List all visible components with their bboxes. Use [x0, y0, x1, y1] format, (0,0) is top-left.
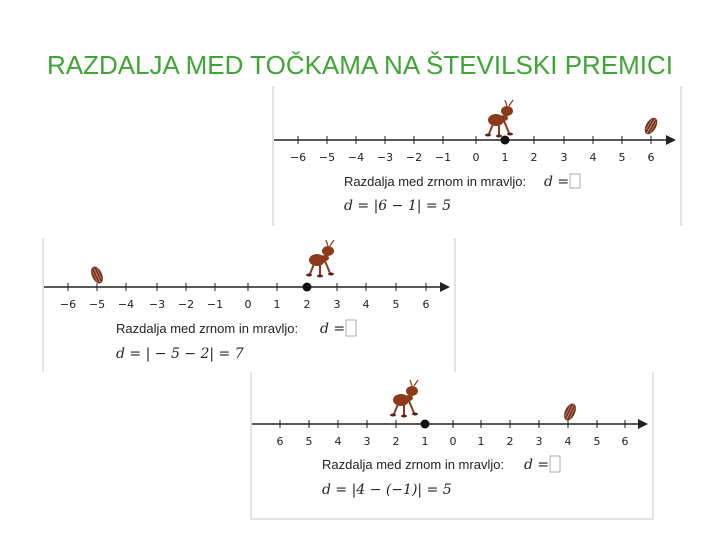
tick-label: 5	[593, 435, 601, 448]
tick-label: −1	[434, 151, 452, 164]
tick-label: 5	[618, 151, 626, 164]
distance-label: Razdalja med zrnom in mravljo:	[322, 457, 505, 472]
tick-label: −4	[117, 298, 135, 311]
tick-label: 6	[422, 298, 430, 311]
tick-label: 3	[333, 298, 341, 311]
ant-icon	[485, 100, 513, 138]
tick-label: 2	[506, 435, 514, 448]
number-line-panel-1	[272, 86, 682, 226]
tick-label: 2	[392, 435, 400, 448]
number-line-2	[44, 238, 454, 372]
distance-formula: d = | − 5 − 2| = 7	[116, 346, 244, 362]
distance-formula: d = |6 − 1| = 5	[344, 198, 452, 214]
seed-icon	[89, 265, 106, 286]
tick-label: −4	[347, 151, 365, 164]
axis-arrow	[440, 282, 450, 292]
axis-arrow	[666, 135, 676, 145]
tick-label: −1	[206, 298, 224, 311]
ant-icon	[306, 240, 334, 278]
seed-icon	[642, 116, 660, 137]
tick-label: 6	[647, 151, 655, 164]
ant-position-dot	[501, 136, 510, 145]
tick-label: 5	[392, 298, 400, 311]
tick-label: 1	[421, 435, 429, 448]
tick-label: 4	[564, 435, 572, 448]
tick-label: 1	[477, 435, 485, 448]
tick-label: 0	[244, 298, 252, 311]
d-label: d =	[524, 457, 550, 473]
tick-label: 4	[334, 435, 342, 448]
number-line-3	[252, 372, 652, 518]
tick-label: 1	[501, 151, 509, 164]
tick-label: 0	[472, 151, 480, 164]
tick-label: 5	[305, 435, 313, 448]
tick-label: 4	[589, 151, 597, 164]
distance-formula: d = |4 − (−1)| = 5	[322, 482, 452, 498]
answer-box[interactable]	[346, 320, 356, 336]
ant-position-dot	[421, 420, 430, 429]
tick-label: −3	[148, 298, 166, 311]
tick-label: 2	[530, 151, 538, 164]
answer-box[interactable]	[550, 456, 560, 472]
d-label: d =	[320, 321, 346, 337]
tick-label: 3	[535, 435, 543, 448]
tick-label: −2	[177, 298, 195, 311]
page-title: RAZDALJA MED TOČKAMA NA ŠTEVILSKI PREMICI	[46, 50, 674, 80]
tick-label: 3	[560, 151, 568, 164]
seed-icon	[562, 402, 579, 423]
tick-label: 1	[273, 298, 281, 311]
number-line-panel-2	[42, 238, 456, 372]
tick-label: 0	[449, 435, 457, 448]
ant-position-dot	[303, 283, 312, 292]
distance-label: Razdalja med zrnom in mravljo:	[344, 174, 527, 189]
axis-arrow	[638, 419, 648, 429]
tick-label: 6	[276, 435, 284, 448]
number-line-panel-3	[250, 372, 654, 520]
tick-label: −5	[318, 151, 336, 164]
tick-label: −6	[289, 151, 307, 164]
answer-box[interactable]	[570, 174, 580, 188]
tick-label: −3	[376, 151, 394, 164]
tick-label: −6	[59, 298, 77, 311]
tick-label: −2	[405, 151, 423, 164]
number-line-1	[274, 86, 680, 226]
tick-label: 2	[303, 298, 311, 311]
tick-label: 3	[363, 435, 371, 448]
distance-label: Razdalja med zrnom in mravljo:	[116, 321, 299, 336]
ant-icon	[390, 380, 418, 418]
tick-label: −5	[88, 298, 106, 311]
tick-label: 4	[362, 298, 370, 311]
d-label: d =	[544, 174, 570, 190]
tick-label: 6	[621, 435, 629, 448]
